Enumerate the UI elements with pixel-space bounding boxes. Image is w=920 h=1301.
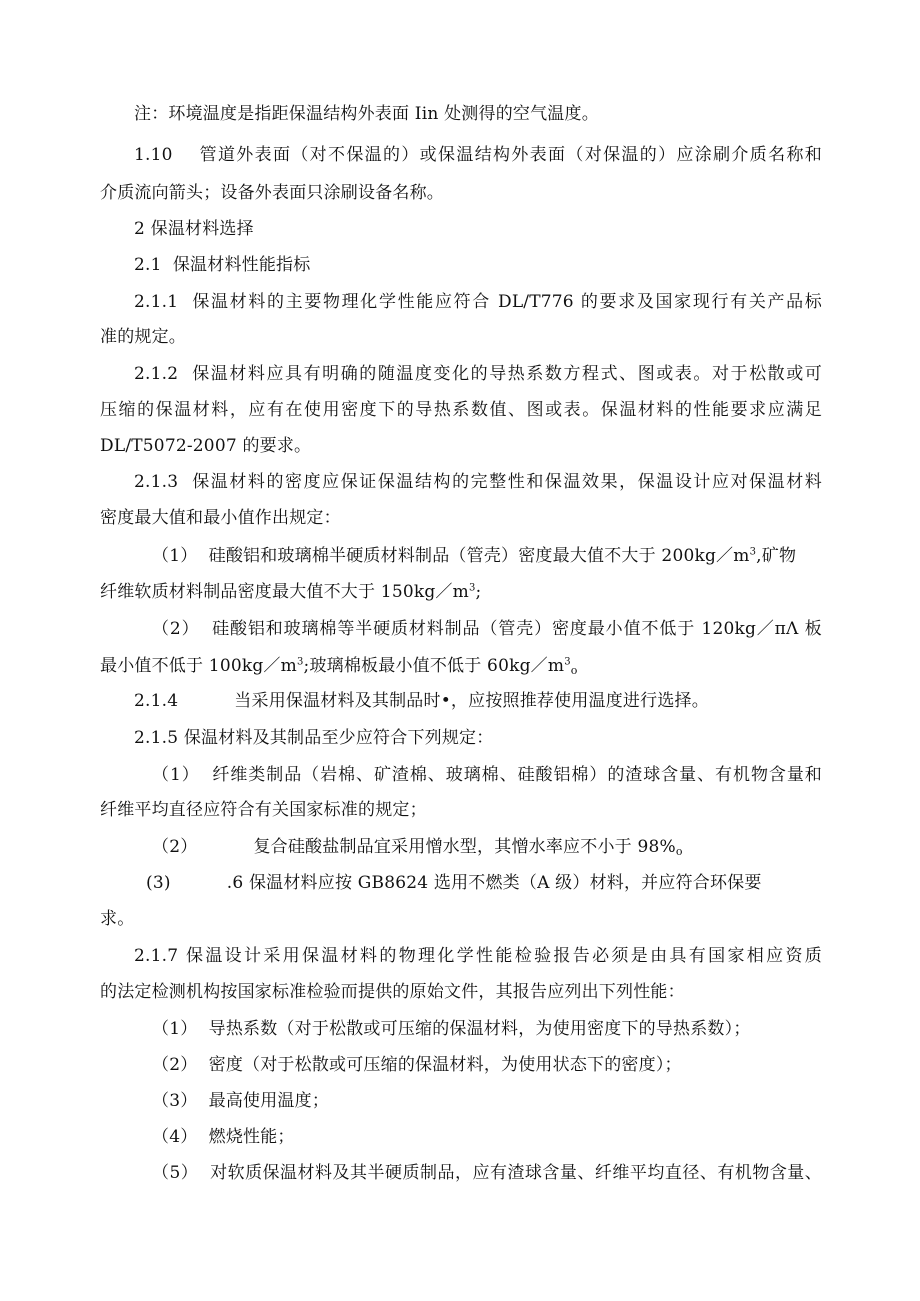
item-density-max-line-2-text: 纤维软质材料制品密度最大值不大于 150kg／m (100, 582, 469, 602)
item-nonflammable-line-2: 求。 (100, 909, 135, 929)
note-line: 注：环境温度是指距保温结构外表面 Iin 处测得的空气温度。 (134, 104, 599, 124)
paragraph-1-10-line-2: 介质流向箭头；设备外表面只涂刷设备名称。 (100, 183, 444, 203)
item-fiber-line-1: （1） 纤维类制品（岩棉、矿渣棉、玻璃棉、硅酸铝棉）的渣球含量、有机物含量和 (152, 765, 822, 785)
item-hydrophobic-text: （2） 复合硅酸盐制品宜采用憎水型，其憎水率应不小于 98% (152, 837, 676, 857)
item-density-max-line-1 (152, 546, 796, 566)
paragraph-2-1-7-line-1: 2.1.7 保温设计采用保温材料的物理化学性能检验报告必须是由具有国家相应资质 (134, 946, 822, 966)
subscript-o: o (570, 664, 578, 677)
subscript-o: o (675, 845, 683, 858)
paragraph-2-1-7-line-2: 的法定检测机构按国家标准检验而提供的原始文件，其报告应列出下列性能： (100, 982, 685, 1002)
paragraph-2-1-1-line-2: 准的规定。 (100, 327, 186, 347)
superscript-3: 3 (296, 656, 304, 668)
item-density-min-line-2 (100, 656, 578, 681)
section-2-1-heading: 2.1 保温材料性能指标 (134, 255, 311, 275)
superscript-3: 3 (468, 582, 476, 594)
section-2-heading: 2 保温材料选择 (134, 219, 254, 239)
item-density-max-text: （1） 硅酸铝和玻璃棉半硬质材料制品（管壳）密度最大值不大于 200kg／m (152, 546, 750, 566)
paragraph-2-1-2-line-2: 压缩的保温材料，应有在使用密度下的导热系数值、图或表。保温材料的性能要求应满足 (100, 400, 822, 420)
paragraph-2-1-3-line-2: 密度最大值和最小值作出规定： (100, 508, 341, 528)
paragraph-1-10-line-1: 1.10 管道外表面（对不保温的）或保温结构外表面（对保温的）应涂刷介质名称和 (134, 145, 822, 165)
item-density-min-line-2-text: 最小值不低于 100kg／m (100, 656, 297, 676)
paragraph-2-1-1-line-1: 2.1.1 保温材料的主要物理化学性能应符合 DL/T776 的要求及国家现行有关产品标 (134, 292, 822, 312)
item-density-max-line-2 (100, 582, 481, 602)
property-item-2: （2） 密度（对于松散或可压缩的保温材料，为使用状态下的密度）； (152, 1055, 682, 1075)
item-nonflammable-line-1: (3) .6 保温材料应按 GB8624 选用不燃类（A 级）材料，并应符合环保要 (146, 873, 762, 893)
superscript-3: 3 (564, 656, 571, 668)
paragraph-2-1-5-heading: 2.1.5 保温材料及其制品至少应符合下列规定： (134, 728, 494, 748)
paragraph-2-1-4: 2.1.4 当采用保温材料及其制品时•，应按照推荐使用温度进行选择。 (134, 691, 709, 711)
superscript-3: 3 (749, 546, 757, 558)
paragraph-2-1-3-line-1: 2.1.3 保温材料的密度应保证保温结构的完整性和保温效果，保温设计应对保温材料 (134, 472, 822, 492)
property-item-1: （1） 导热系数（对于松散或可压缩的保温材料，为使用密度下的导热系数）； (152, 1019, 751, 1039)
paragraph-2-1-2-line-1: 2.1.2 保温材料应具有明确的随温度变化的导热系数方程式、图或表。对于松散或可 (134, 364, 822, 384)
item-density-min-line-2-mid: ;玻璃棉板最小值不低于 60kg／m (303, 656, 565, 676)
property-item-4: （4） 燃烧性能； (152, 1127, 295, 1147)
paragraph-2-1-2-line-3: DL/T5072-2007 的要求。 (100, 436, 312, 456)
property-item-3: （3） 最高使用温度； (152, 1091, 330, 1111)
item-density-min-line-1: （2） 硅酸铝和玻璃棉等半硬质材料制品（管壳）密度最小值不低于 120kg／πΛ 板 (152, 619, 822, 639)
item-fiber-line-2: 纤维平均直径应符合有关国家标准的规定； (100, 800, 427, 820)
item-density-max-line-2-tail: ; (475, 582, 482, 602)
property-item-5: （5） 对软质保温材料及其半硬质制品，应有渣球含量、纤维平均直径、有机物含量、 (152, 1163, 822, 1183)
item-hydrophobic (152, 837, 683, 862)
item-density-max-tail: ,矿物 (756, 546, 797, 566)
